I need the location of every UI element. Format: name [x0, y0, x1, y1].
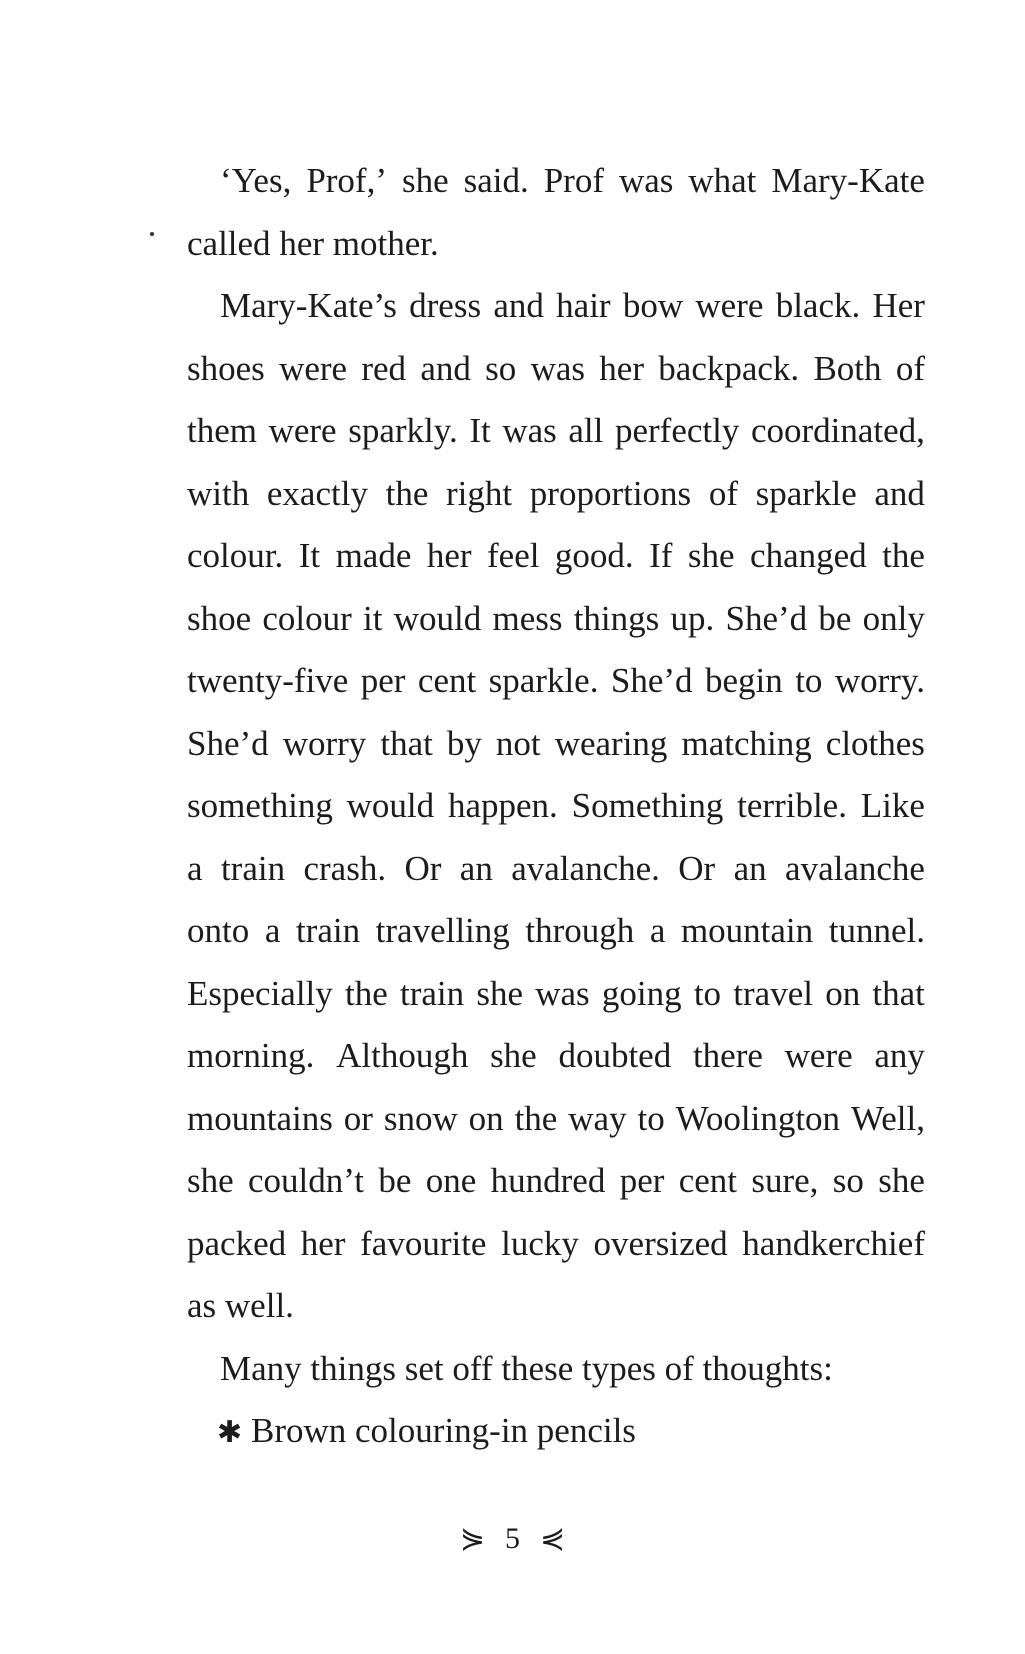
text-line	[187, 1275, 925, 1338]
word: her	[599, 348, 644, 388]
word: called	[187, 223, 271, 263]
word: Both	[813, 348, 882, 388]
word: mother.	[332, 223, 439, 263]
word: She’d	[725, 598, 808, 638]
text-line	[187, 338, 925, 401]
word: proportions	[529, 473, 692, 513]
word: train	[220, 848, 286, 888]
word: said.	[463, 161, 529, 200]
word: Prof,’	[306, 161, 387, 200]
word: was	[530, 348, 586, 388]
word: or	[343, 1098, 373, 1138]
word: well.	[224, 1286, 294, 1325]
word: on	[825, 973, 861, 1013]
word: sparkle.	[488, 661, 599, 700]
word: to	[637, 1098, 665, 1138]
word: avalanche	[785, 848, 925, 888]
word: clothes	[825, 723, 925, 763]
word: of	[664, 1348, 694, 1388]
word: dress	[409, 286, 482, 325]
word: thoughts:	[702, 1348, 833, 1388]
word: all	[568, 411, 604, 450]
word: It	[469, 411, 491, 450]
word: travel	[733, 973, 813, 1013]
word: of	[708, 473, 738, 513]
word: perfectly	[614, 411, 740, 450]
word: She’d	[187, 723, 269, 763]
word: that	[872, 973, 925, 1013]
word: begin	[705, 661, 783, 700]
word: and	[493, 286, 544, 325]
word: bow	[622, 286, 684, 325]
word: made	[335, 536, 412, 575]
text-line	[187, 150, 925, 213]
word: If	[649, 536, 673, 575]
word: per	[619, 1161, 665, 1200]
word: morning.	[187, 1036, 315, 1075]
word: Although	[336, 1036, 469, 1075]
word: one	[425, 1161, 477, 1200]
word: were	[784, 1036, 853, 1075]
word: favourite	[360, 1223, 487, 1263]
word: something	[187, 786, 333, 825]
word: with	[187, 473, 250, 513]
word: travelling	[375, 911, 510, 950]
word: Woolington	[675, 1098, 841, 1138]
word: her	[300, 1223, 346, 1263]
word: onto	[187, 911, 250, 950]
word: oversized	[593, 1223, 728, 1263]
word: types	[581, 1348, 656, 1388]
word: Prof	[543, 161, 604, 200]
word: handkerchief	[742, 1223, 925, 1263]
word: she	[401, 161, 449, 200]
word: twenty-five	[187, 661, 349, 700]
word: matching	[681, 723, 812, 763]
word: colour	[262, 598, 352, 638]
word: Many	[220, 1348, 302, 1388]
word: things	[573, 598, 660, 638]
word: to	[693, 973, 722, 1013]
page-number-footer	[0, 1520, 1025, 1557]
text-line	[187, 1213, 925, 1276]
word: happen.	[447, 786, 558, 825]
body-text	[187, 150, 925, 1463]
word: hair	[556, 286, 611, 325]
word: what	[688, 161, 757, 200]
word: these	[501, 1348, 574, 1388]
word: ‘Yes,	[220, 161, 292, 200]
word: Mary-Kate’s	[220, 286, 397, 325]
word: Something	[571, 786, 724, 825]
text-line	[187, 838, 925, 901]
word: through	[525, 911, 635, 950]
word: It	[298, 536, 321, 575]
word: the	[882, 536, 925, 575]
word: train	[295, 911, 361, 950]
word: going	[601, 973, 682, 1013]
word: by	[446, 723, 482, 763]
word: shoes	[187, 348, 265, 388]
word: doubted	[558, 1036, 672, 1075]
word: Her	[872, 286, 925, 325]
word: would	[346, 786, 435, 825]
word: Like	[860, 786, 925, 825]
word: her	[426, 536, 472, 575]
word: sparkle	[755, 473, 857, 513]
text-line	[187, 1088, 925, 1151]
word: backpack.	[658, 348, 800, 388]
word: a	[649, 911, 666, 950]
word: sparkly.	[348, 411, 458, 450]
word: that	[380, 723, 433, 763]
word: her	[279, 223, 325, 263]
word: Or	[678, 848, 716, 888]
word: black.	[775, 286, 861, 325]
page-number: 5	[505, 1521, 520, 1555]
word: mess	[492, 598, 563, 638]
word: Well,	[850, 1098, 925, 1138]
word: changed	[750, 536, 867, 575]
stray-mark	[150, 232, 154, 236]
word: an	[733, 848, 767, 888]
word: a	[187, 848, 203, 888]
word: feel	[487, 536, 540, 575]
word: off	[452, 1348, 493, 1388]
text-line	[187, 900, 925, 963]
text-line	[187, 588, 925, 651]
word: couldn’t	[248, 1161, 365, 1200]
word: sure,	[751, 1161, 819, 1200]
text-line	[187, 1025, 925, 1088]
word: any	[874, 1036, 925, 1075]
word: worry	[282, 723, 367, 763]
word: was	[502, 411, 557, 450]
word: be	[818, 598, 852, 638]
word: of	[895, 348, 925, 388]
word: so	[485, 348, 517, 388]
word: so	[832, 1161, 864, 1200]
word: cent	[678, 1161, 738, 1200]
word: as	[187, 1286, 217, 1325]
word: exactly	[266, 473, 368, 513]
word: colour.	[187, 536, 284, 575]
bullet-item	[187, 1400, 925, 1463]
word: she	[878, 1161, 925, 1200]
word: to	[795, 661, 823, 700]
word: only	[862, 598, 925, 638]
word: lucky	[501, 1223, 579, 1263]
word: hundred	[490, 1161, 606, 1200]
left-chevron-ornament-icon: ⋟	[459, 1520, 485, 1556]
word: wearing	[554, 723, 668, 763]
word: Or	[404, 848, 442, 888]
word: up.	[670, 598, 715, 638]
word: would	[393, 598, 482, 638]
word: right	[446, 473, 513, 513]
word: on	[468, 1098, 504, 1138]
word: train	[399, 973, 465, 1013]
text-line	[187, 400, 925, 463]
word: shoe	[187, 598, 252, 638]
word: packed	[187, 1223, 287, 1263]
word: good.	[554, 536, 634, 575]
word: red	[361, 348, 407, 388]
word: coordinated,	[750, 411, 925, 450]
word: mountain	[680, 911, 814, 950]
word: way	[568, 1098, 627, 1138]
word: she	[187, 1161, 234, 1200]
word: it	[363, 598, 383, 638]
word: set	[404, 1348, 444, 1388]
word: and	[874, 473, 925, 513]
word: the	[345, 973, 388, 1013]
word: per	[360, 661, 406, 700]
word: She’d	[610, 661, 693, 700]
word: an	[459, 848, 493, 888]
word: avalanche.	[511, 848, 660, 888]
word: were	[268, 411, 337, 450]
word: terrible.	[737, 786, 847, 825]
word: the	[385, 473, 429, 513]
text-line	[187, 213, 925, 276]
word: the	[514, 1098, 558, 1138]
word: cent	[417, 661, 477, 700]
text-line	[187, 525, 925, 588]
text-line	[187, 713, 925, 776]
word: things	[310, 1348, 396, 1388]
text-line	[187, 650, 925, 713]
word: and	[420, 348, 471, 388]
word: she	[687, 536, 735, 575]
text-line	[187, 1150, 925, 1213]
word: a	[264, 911, 281, 950]
word: were	[695, 286, 764, 325]
word: Especially	[187, 973, 333, 1013]
word: was	[535, 973, 590, 1013]
word: tunnel.	[828, 911, 925, 950]
word: mountains	[187, 1098, 333, 1138]
word: were	[279, 348, 348, 388]
text-line	[187, 775, 925, 838]
text-line	[187, 1338, 925, 1401]
right-chevron-ornament-icon: ⋞	[540, 1520, 566, 1556]
asterisk-bullet-icon: ✱	[217, 1416, 243, 1449]
word: snow	[383, 1098, 458, 1138]
word: there	[692, 1036, 763, 1075]
word: not	[495, 723, 541, 763]
word: was	[618, 161, 674, 200]
bullet-text: Brown colouring-in pencils	[251, 1411, 636, 1450]
text-line	[187, 275, 925, 338]
word: Mary-Kate	[771, 161, 925, 200]
word: be	[378, 1161, 412, 1200]
text-line	[187, 463, 925, 526]
word: she	[476, 973, 523, 1013]
text-line	[187, 963, 925, 1026]
word: them	[187, 411, 257, 450]
word: crash.	[303, 848, 387, 888]
word: worry.	[834, 661, 925, 700]
word: she	[490, 1036, 537, 1075]
